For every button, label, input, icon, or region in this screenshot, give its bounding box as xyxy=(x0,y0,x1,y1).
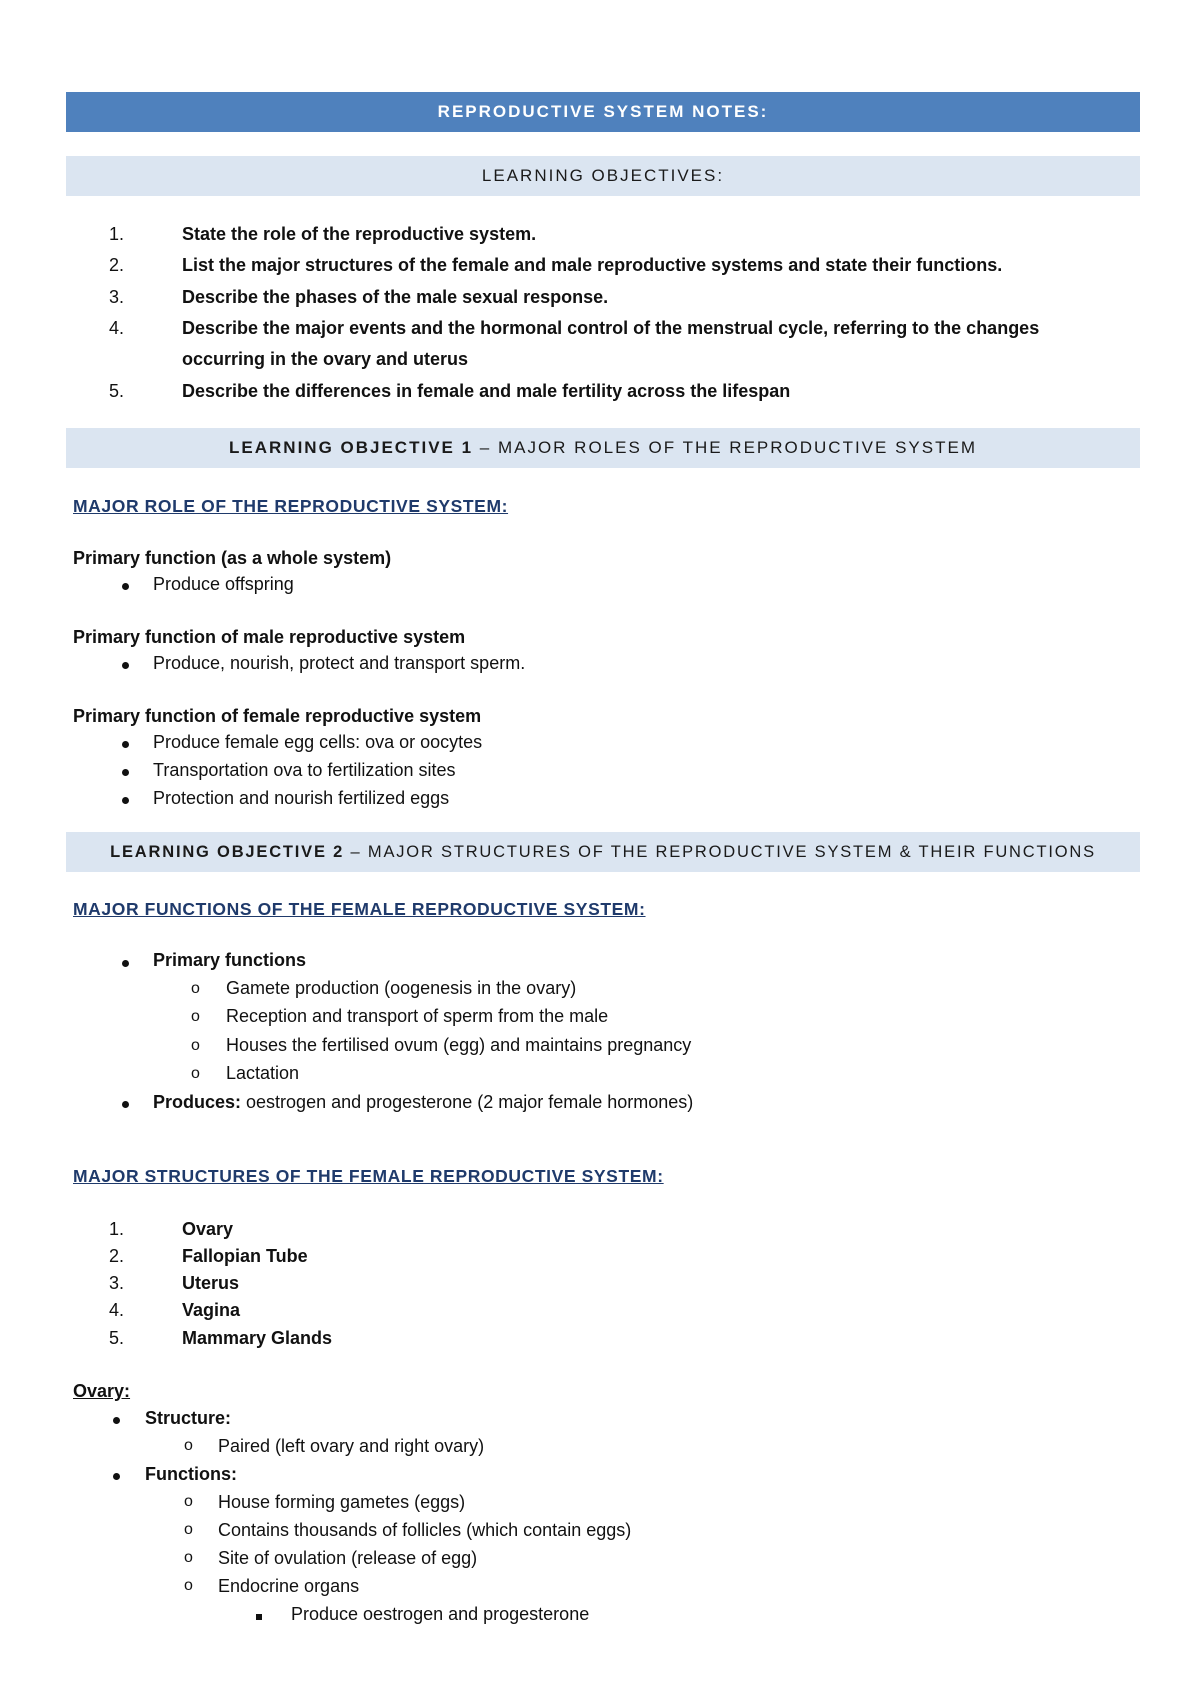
bullet-dot xyxy=(113,1473,120,1480)
lo2-band xyxy=(66,832,1140,872)
circle-bullet-icon: o xyxy=(184,1521,193,1538)
structure-number: 5. xyxy=(109,1328,125,1348)
circle-bullet-icon: o xyxy=(191,980,200,997)
lo1-band xyxy=(66,428,1140,468)
objective-number: 1. xyxy=(109,224,125,244)
structure-number: 4. xyxy=(109,1300,125,1320)
bullet-dot xyxy=(113,1417,120,1424)
structure-text: Mammary Glands xyxy=(182,1328,333,1348)
objective-number: 3. xyxy=(109,287,125,307)
sub-bullet-text: Reception and transport of sperm from the male xyxy=(226,1006,609,1026)
major-role-heading: MAJOR ROLE OF THE REPRODUCTIVE SYSTEM: xyxy=(73,496,509,516)
sub-bullet-text: Lactation xyxy=(226,1063,300,1083)
sub-sub-bullet-text: Produce oestrogen and progesterone xyxy=(291,1604,590,1624)
lo2-band-bold: LEARNING OBJECTIVE 2 xyxy=(110,843,345,861)
circle-bullet-icon: o xyxy=(184,1437,193,1454)
bullet-text: Produce offspring xyxy=(153,574,294,594)
ovary-heading: Ovary: xyxy=(73,1381,131,1401)
lo1-band-rest: – MAJOR ROLES OF THE REPRODUCTIVE SYSTEM xyxy=(473,438,977,457)
bullet-dot xyxy=(122,1101,129,1108)
lo2-band-rest: – MAJOR STRUCTURES OF THE REPRODUCTIVE SYSTEM & THEIR FUNCTIONS xyxy=(344,843,1096,861)
bullet-text: Produce female egg cells: ova or oocytes xyxy=(153,732,483,752)
title-band: REPRODUCTIVE SYSTEM NOTES: xyxy=(66,92,1140,132)
bullet-dot xyxy=(122,797,129,804)
bullet-dot xyxy=(122,662,129,669)
circle-bullet-icon: o xyxy=(191,1065,200,1082)
bullet-dot xyxy=(122,741,129,748)
sub-bullet-text: Gamete production (oogenesis in the ovary) xyxy=(226,978,577,998)
structure-number: 1. xyxy=(109,1219,125,1239)
sub-bullet-text: Paired (left ovary and right ovary) xyxy=(218,1436,485,1456)
bullet-dot xyxy=(122,583,129,590)
structure-text: Fallopian Tube xyxy=(182,1246,308,1266)
primary-male-label: Primary function of male reproductive system xyxy=(73,627,466,647)
produces-label: Produces: xyxy=(153,1092,242,1112)
lo1-band-bold: LEARNING OBJECTIVE 1 xyxy=(229,438,474,457)
bullet-text: Protection and nourish fertilized eggs xyxy=(153,788,450,808)
structure-number: 3. xyxy=(109,1273,125,1293)
bullet-dot xyxy=(122,960,129,967)
sub-bullet-text: House forming gametes (eggs) xyxy=(218,1492,466,1512)
functions-label: Functions: xyxy=(145,1464,237,1484)
bullet-text: Transportation ova to fertilization sites xyxy=(153,760,456,780)
structure-text: Ovary xyxy=(182,1219,234,1239)
produces-text: oestrogen and progesterone (2 major female hormones) xyxy=(241,1092,694,1112)
circle-bullet-icon: o xyxy=(184,1549,193,1566)
objective-number: 4. xyxy=(109,318,125,338)
objective-number: 5. xyxy=(109,381,125,401)
produces-line xyxy=(153,1092,693,1113)
sub-bullet-text: Site of ovulation (release of egg) xyxy=(218,1548,478,1568)
female-structures-heading: MAJOR STRUCTURES OF THE FEMALE REPRODUCTIVE SYSTEM: xyxy=(73,1166,664,1186)
female-functions-heading: MAJOR FUNCTIONS OF THE FEMALE REPRODUCTIVE SYSTEM: xyxy=(73,899,646,919)
sub-bullet-text: Endocrine organs xyxy=(218,1576,360,1596)
circle-bullet-icon: o xyxy=(191,1037,200,1054)
circle-bullet-icon: o xyxy=(184,1577,193,1594)
structure-number: 2. xyxy=(109,1246,125,1266)
circle-bullet-icon: o xyxy=(184,1493,193,1510)
objective-text: State the role of the reproductive system. xyxy=(182,224,537,244)
structure-label: Structure: xyxy=(145,1408,232,1428)
primary-female-label: Primary function of female reproductive system xyxy=(73,706,482,726)
sub-bullet-text: Contains thousands of follicles (which contain eggs) xyxy=(218,1520,632,1540)
structure-text: Uterus xyxy=(182,1273,240,1293)
objective-text: Describe the phases of the male sexual response. xyxy=(182,287,609,307)
objective-number: 2. xyxy=(109,255,125,275)
square-bullet-icon xyxy=(256,1614,262,1620)
sub-bullet-text: Houses the fertilised ovum (egg) and maintains pregnancy xyxy=(226,1035,692,1055)
primary-functions-label: Primary functions xyxy=(153,950,307,970)
objective-text: List the major structures of the female and male reproductive systems and state their functions. xyxy=(182,255,1003,275)
bullet-dot xyxy=(122,769,129,776)
objectives-band: LEARNING OBJECTIVES: xyxy=(66,156,1140,196)
objective-text: Describe the differences in female and male fertility across the lifespan xyxy=(182,381,791,401)
primary-whole-label: Primary function (as a whole system) xyxy=(73,548,392,568)
objective-text: Describe the major events and the hormonal control of the menstrual cycle, referring to the changes occurring in the ovary and uterus xyxy=(182,318,1040,369)
structure-text: Vagina xyxy=(182,1300,241,1320)
circle-bullet-icon: o xyxy=(191,1008,200,1025)
bullet-text: Produce, nourish, protect and transport sperm. xyxy=(153,653,526,673)
